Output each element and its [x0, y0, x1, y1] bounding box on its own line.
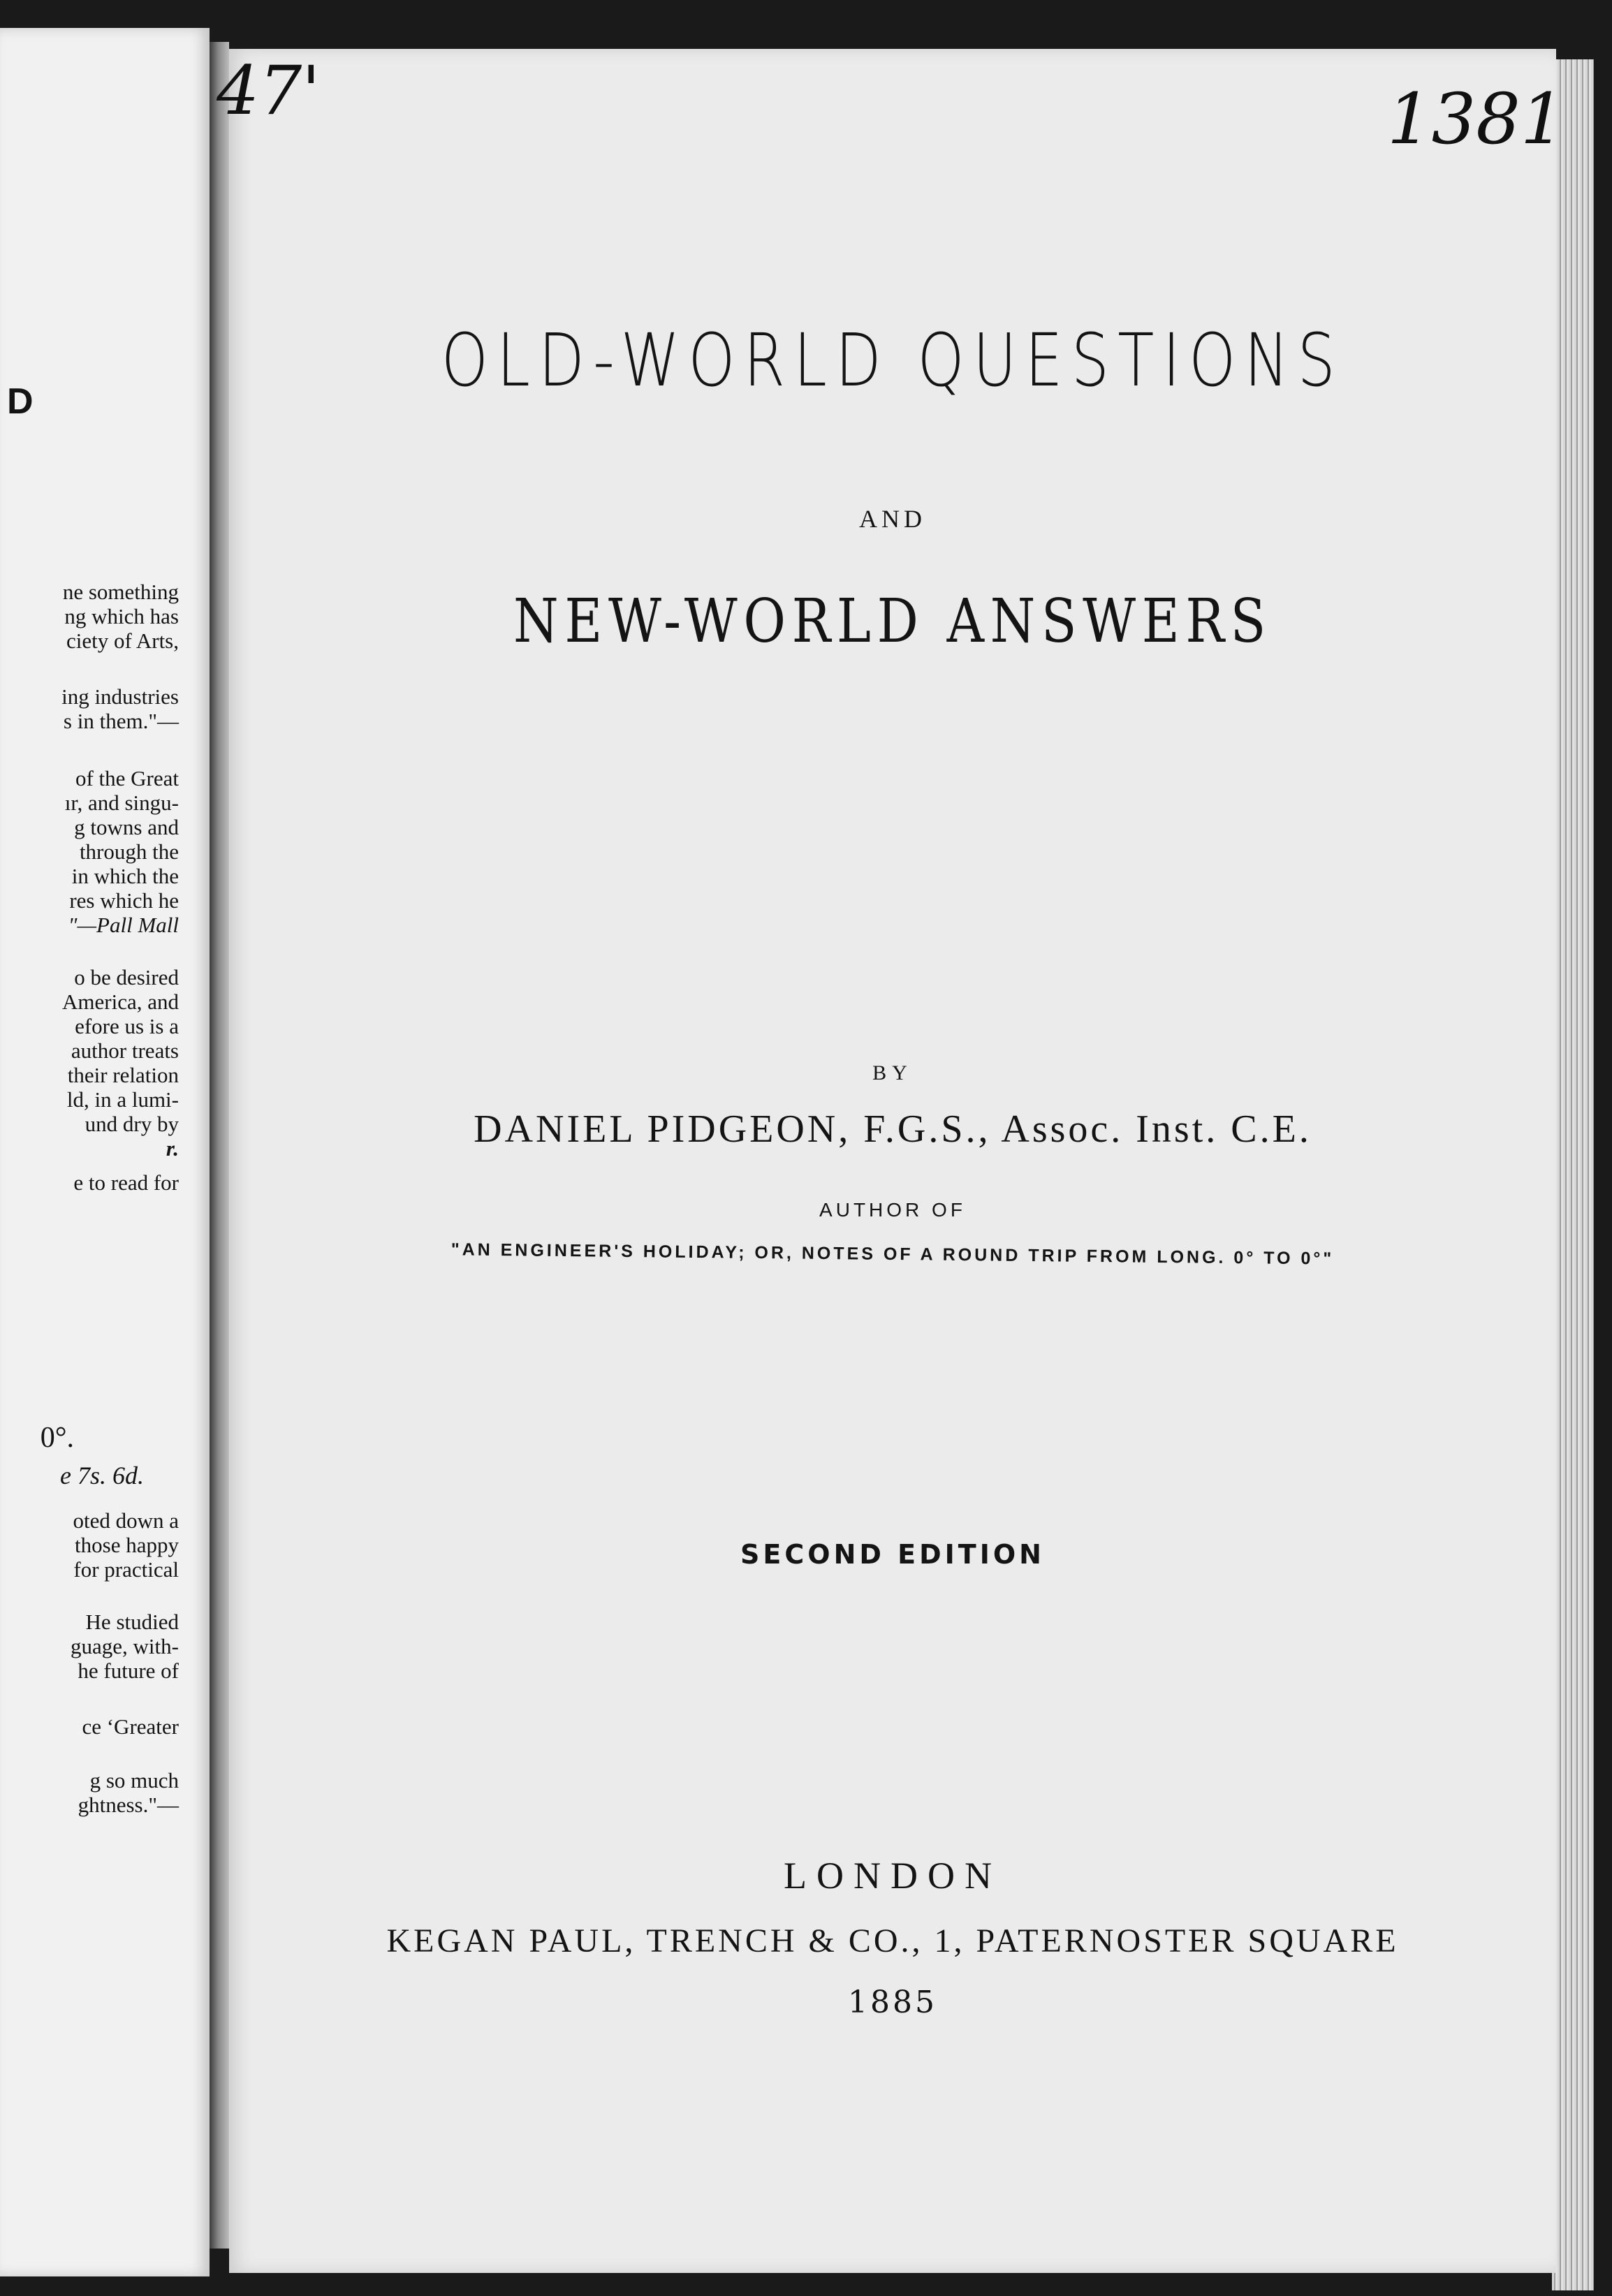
imprint-year: 1885 [848, 1985, 937, 2020]
left-page-paragraph: He studied guage, with- he future of [71, 1610, 179, 1683]
book-title-conjunction: AND [859, 505, 926, 533]
book-title-line2: NEW-WORLD ANSWERS [513, 587, 1272, 656]
left-page-price-fragment: e 7s. 6d. [60, 1462, 144, 1489]
left-page-paragraph: ing industries s in them."— [61, 684, 179, 733]
book-fore-edge [1552, 59, 1594, 2290]
left-page-paragraph: e to read for [73, 1170, 179, 1195]
left-page-paragraph: ne something ng which has ciety of Arts, [62, 580, 179, 653]
edition-statement: SECOND EDITION [740, 1539, 1045, 1570]
left-page-paragraph: of the Great ır, and singu- g towns and through the in which the res which he "—Pall Mall [64, 766, 179, 937]
by-label: BY [872, 1061, 913, 1084]
left-page-paragraph: oted down a those happy for practical [73, 1508, 179, 1582]
left-page-heading-fragment: D [7, 381, 34, 422]
imprint-publisher: KEGAN PAUL, TRENCH & CO., 1, PATERNOSTER SQUARE [386, 1922, 1399, 1959]
left-page-fragment-text: 0°. [40, 1422, 74, 1454]
handwritten-annotation-right: 1381 [1387, 78, 1565, 160]
prior-work-title: "AN ENGINEER'S HOLIDAY; OR, NOTES OF A ROUND TRIP FROM LONG. 0° TO 0°" [450, 1239, 1335, 1269]
left-page-fragment [0, 28, 210, 2276]
left-page-paragraph: ce ‘Greater [82, 1714, 179, 1739]
left-page-paragraph: o be desired America, and efore us is a author treats their relation ld, in a lumi- und dry by r. [62, 965, 179, 1161]
book-title-line1: OLD-WORLD QUESTIONS [441, 318, 1344, 403]
left-page-paragraph: g so much ghtness."— [78, 1768, 179, 1817]
title-page [217, 49, 1565, 2273]
imprint-city: LONDON [784, 1855, 1002, 1897]
author-of-label: AUTHOR OF [819, 1199, 966, 1221]
handwritten-annotation-left: 47' [217, 52, 321, 130]
author-name: DANIEL PIDGEON, F.G.S., Assoc. Inst. C.E. [474, 1107, 1312, 1151]
book-gutter [210, 42, 229, 2249]
